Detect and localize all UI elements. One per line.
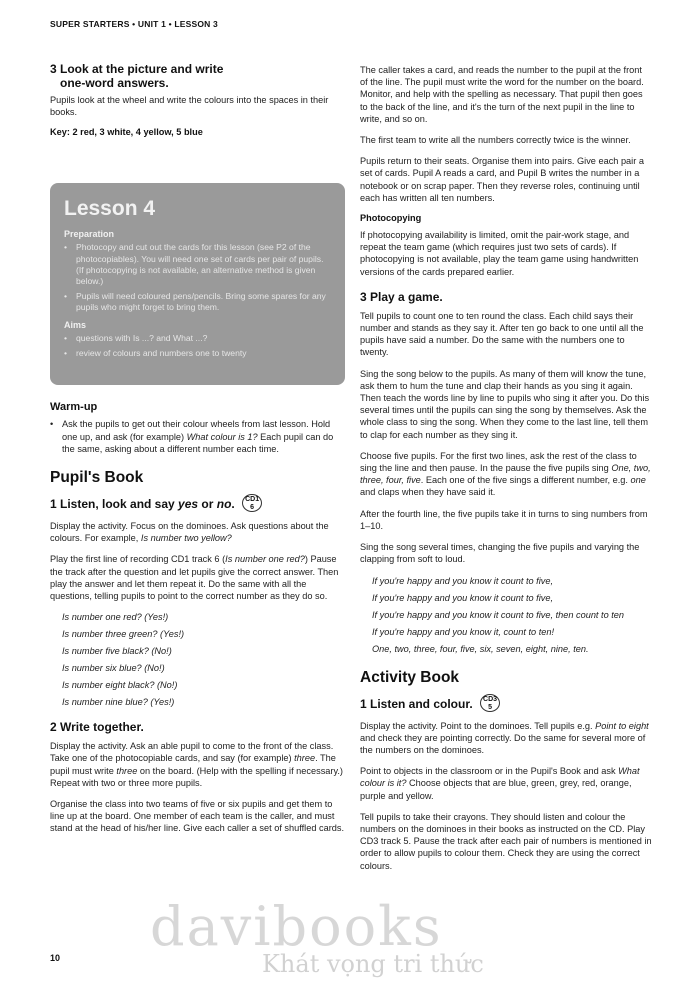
pb-section-2-para-2: Organise the class into two teams of five or six pupils and get them to line up at the board. One member of each team is the caller, and must stand at the head of his/her line. Give each caller a set of shuffled cards. [50,799,345,834]
preparation-heading: Preparation [64,229,115,240]
example-line: Is number one red? (Yes!) [62,612,169,623]
example-line: Is number eight black? (No!) [62,680,178,691]
example-line: Is number six blue? (No!) [62,663,165,674]
example-line: Is number five black? (No!) [62,646,172,657]
aims-bullet: • review of colours and numbers one to twenty [64,347,247,358]
pb-section-1-para-2: Play the first line of recording CD1 track 6 (Is number one red?) Pause the track after the question and let pupils give the correct answer. Then play the answer and let them repeat it. Do the same with all the questions, telling pupils to point to the correct number as they do so. [50,554,339,602]
pb-section-3-para-2: Sing the song below to the pupils. As many of them will know the tune, ask them to hum the tune and clap their hands as you sing it again. Then teach the words line by line to pupils who sing it after you. Do this several times until the pupils can sing the song by themselves. Ask the whole class to sing the song. When they come to the last line, tell them to clap for each number as they sing it. [360,368,650,440]
pb-section-3-para-1: Tell pupils to count one to ten round the class. Each child says their number and stands as they say it. After ten go back to one until all the pupils have said a number. Do the same with the numbers one to twenty. [360,310,644,358]
warm-up-title: Warm-up [50,401,98,414]
aims-bullet-text: questions with Is ...? and What ...? [76,332,208,343]
song-line: If you're happy and you know it count to five, [372,592,554,603]
cd-icon: CD3 5 [480,694,500,712]
game-para-1: The caller takes a card, and reads the number to the pupil at the front of the line. The pupil must write the word for the number on the board. Monitor, and help with the spelling as necessary. That pupil then goes to the back of the line, and it's the turn of the next pupil in the line to write, and so on. [360,65,644,124]
song-line: One, two, three, four, five, six, seven, eight, nine, ten. [372,643,589,654]
watermark-tagline: Khát vọng tri thức [262,950,484,978]
warm-up-text: Ask the pupils to get out their colour wheels from last lesson. Hold one up, and ask (for example) What colour is 1? Each pupil can do the same, asking about a different number each time. [62,419,334,454]
aims-bullet-text: review of colours and numbers one to twenty [76,347,247,358]
ab-section-1-para-3: Tell pupils to take their crayons. They should listen and colour the numbers on the dominoes in their books as instructed on the CD. Play CD3 track 5. Pause the track after each pair of numbers is mentioned in order to allow pupils to colour them. Check they are using the correct colours. [360,811,652,871]
section-3-title [50,62,345,90]
ab-section-1-para-2: Point to objects in the classroom or in the Pupil's Book and ask What colour is it? Choose objects that are blue, green, grey, red, orange, purple and yellow. [360,766,640,801]
section-3-key: Key: 2 red, 3 white, 4 yellow, 5 blue [50,127,203,138]
preparation-bullet: • Photocopy and cut out the cards for this lesson (see P2 of the photocopiables). You will need one set of cards per pair of pupils. (If photocopying is not available, an alternative method is given below.) [64,242,331,287]
pb-section-3-para-5: Sing the song several times, changing the five pupils and varying the clapping from soft to loud. [360,542,640,565]
pb-section-2-title: 2 Write together. [50,720,144,735]
pb-section-1-title: 1 Listen, look and say yes or no. CD1 6 [50,496,345,514]
lesson-4-box [50,183,345,385]
example-line: Is number three green? (Yes!) [62,629,185,640]
right-column [360,64,652,881]
aims-bullet: • questions with Is ...? and What ...? [64,332,208,343]
page-number: 10 [50,953,61,963]
pb-section-2-para-1: Display the activity. Ask an able pupil to come to the front of the class. Take one of the photocopiable cards, and say (for example) three. The pupil must write three on the board. (Help with the spelling if necessary.) Repeat with two or three more pupils. [50,741,343,788]
aims-heading: Aims [64,319,87,330]
pb-section-3-para-4: After the fourth line, the five pupils take it in turns to sing numbers from 1–10. [360,508,648,531]
section-3-text: Pupils look at the wheel and write the colours into the spaces in their books. [50,95,329,118]
song-lyrics [360,575,652,655]
game-para-2: The first team to write all the numbers correctly twice is the winner. [360,135,631,146]
left-column [50,62,345,844]
pb-section-3-title: 3 Play a game. [360,289,443,304]
warm-up-bullet: • Ask the pupils to get out their colour wheels from last lesson. Hold one up, and ask (for example) What colour is 1? Each pupil can do the same, asking about a different number each time. [50,418,345,455]
photocopying-heading: Photocopying [360,213,422,224]
section-3-title-line2: one-word answers. [60,76,169,90]
watermark-brand: davibooks [150,895,443,958]
pb-section-1-para-1: Display the activity. Focus on the dominoes. Ask questions about the colours. For example, Is number two yellow? [50,521,329,544]
song-line: If you're happy and you know it count to five, [372,575,554,586]
ab-section-1-title: 1 Listen and colour. CD3 5 [360,696,652,714]
section-3-title-line1: 3 Look at the picture and write [50,62,224,76]
preparation-bullet: • Pupils will need coloured pens/pencils. Bring some spares for any pupils who might forget to bring them. [64,291,331,313]
game-para-3: Pupils return to their seats. Organise them into pairs. Give each pair a set of cards. Pupil A reads a card, and Pupil B writes the number in a notebook or on scrap paper. Then they reverse roles, continuing until each has written all ten numbers. [360,156,644,203]
pb-section-3-para-3: Choose five pupils. For the first two lines, ask the rest of the class to sing the line and then pause. In the pause the five pupils sing One, two, three, four, five. Each one of the five sings a different number, e.g. one and claps when they have said it. [360,450,651,498]
song-line: If you're happy and you know it, count to ten! [372,626,555,637]
ab-section-1-para-1: Display the activity. Point to the dominoes. Tell pupils e.g. Point to eight and check they are pointing correctly. Do the same for several more of the numbers on the dominoes. [360,720,649,755]
activity-book-heading: Activity Book [360,668,460,686]
lesson-4-title: Lesson 4 [64,197,156,221]
example-line: Is number nine blue? (Yes!) [62,697,175,708]
song-line: If you're happy and you know it count to five, then count to ten [372,609,625,620]
pupils-book-heading: Pupil's Book [50,469,144,487]
preparation-bullet-text: Photocopy and cut out the cards for this lesson (see P2 of the photocopiables). You will need one set of cards per pair of pupils. (If photocopying is not available, an alternative method is given below.) [76,242,324,287]
preparation-bullet-text: Pupils will need coloured pens/pencils. Bring some spares for any pupils who might forget to bring them. [76,291,326,313]
running-header: SUPER STARTERS • UNIT 1 • LESSON 3 [50,19,218,29]
photocopying-text: If photocopying availability is limited, omit the pair-work stage, and repeat the team game (which requires just two sets of cards). If photocopying is not available, play the team game using handwritten versions of the cards prepared earlier. [360,230,639,277]
example-list [50,611,345,708]
cd-icon: CD1 6 [242,494,262,512]
